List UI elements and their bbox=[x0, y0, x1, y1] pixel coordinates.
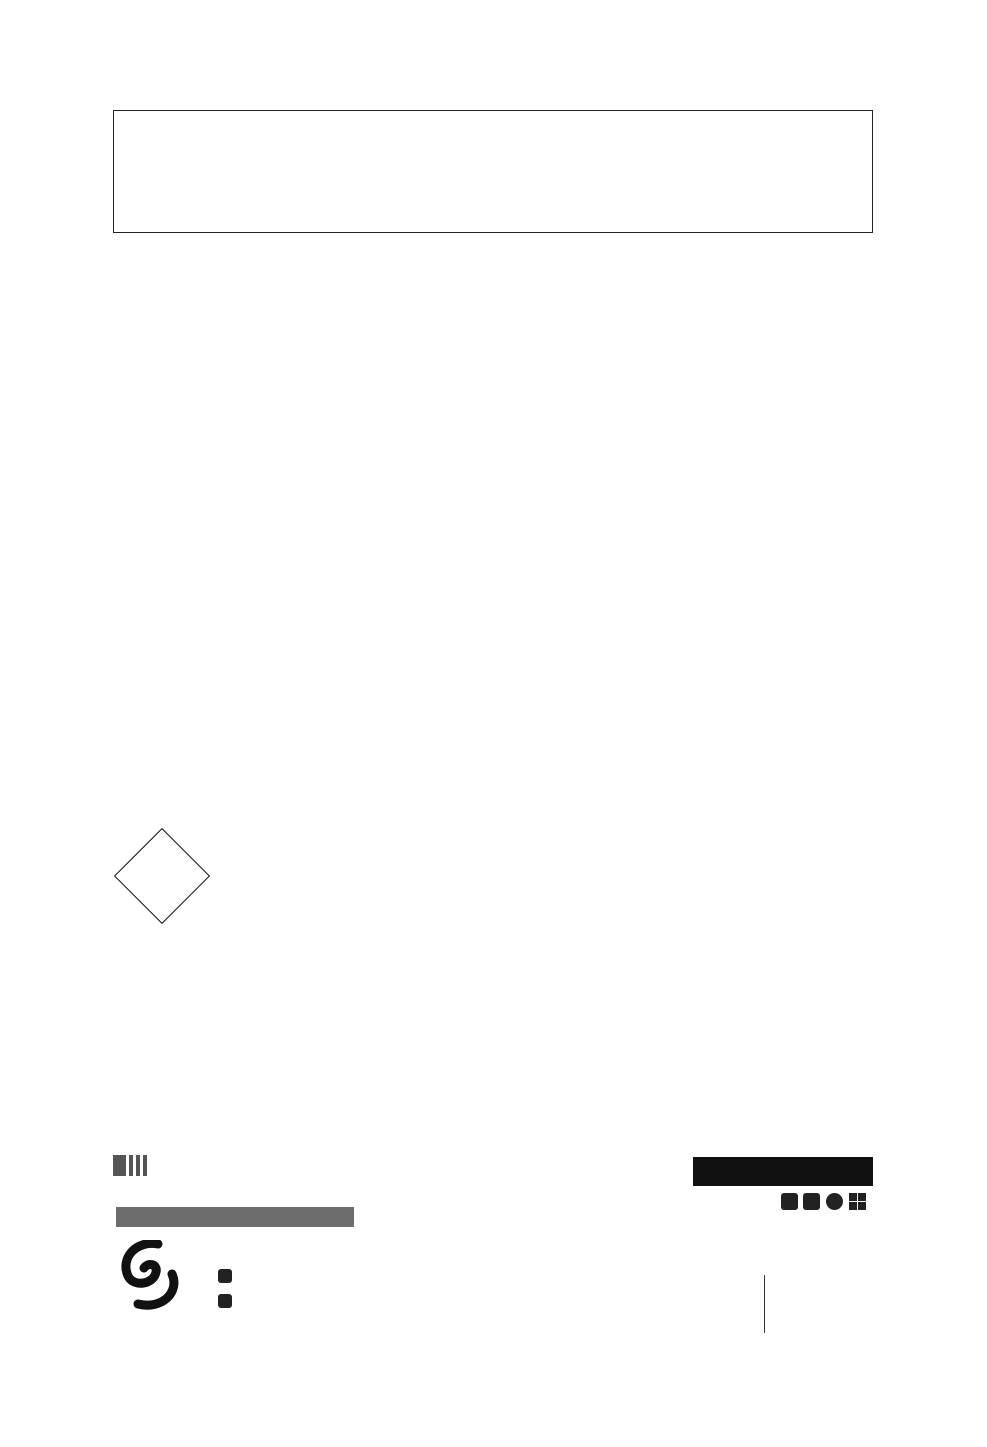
litres-banner bbox=[693, 1157, 873, 1186]
app-store-icon bbox=[826, 1193, 843, 1210]
chitai-gorod-bars-icon bbox=[113, 1155, 147, 1176]
join-us-banner bbox=[116, 1207, 354, 1227]
book24-divider bbox=[764, 1275, 765, 1333]
copyright-notice bbox=[113, 110, 873, 233]
social-item-vk bbox=[218, 1268, 240, 1284]
social-item-site bbox=[218, 1293, 240, 1309]
barcode-image bbox=[383, 1272, 558, 1324]
age-rating-text bbox=[114, 828, 210, 924]
barcode-digits bbox=[380, 1323, 393, 1338]
social-plus-icon bbox=[218, 1294, 232, 1308]
eksmo-logo-icon bbox=[118, 1240, 184, 1310]
vk-icon bbox=[218, 1269, 232, 1283]
apple-icon bbox=[781, 1193, 798, 1210]
age-rating-badge bbox=[114, 828, 210, 924]
android-icon bbox=[803, 1193, 820, 1210]
windows-icon bbox=[849, 1193, 866, 1210]
